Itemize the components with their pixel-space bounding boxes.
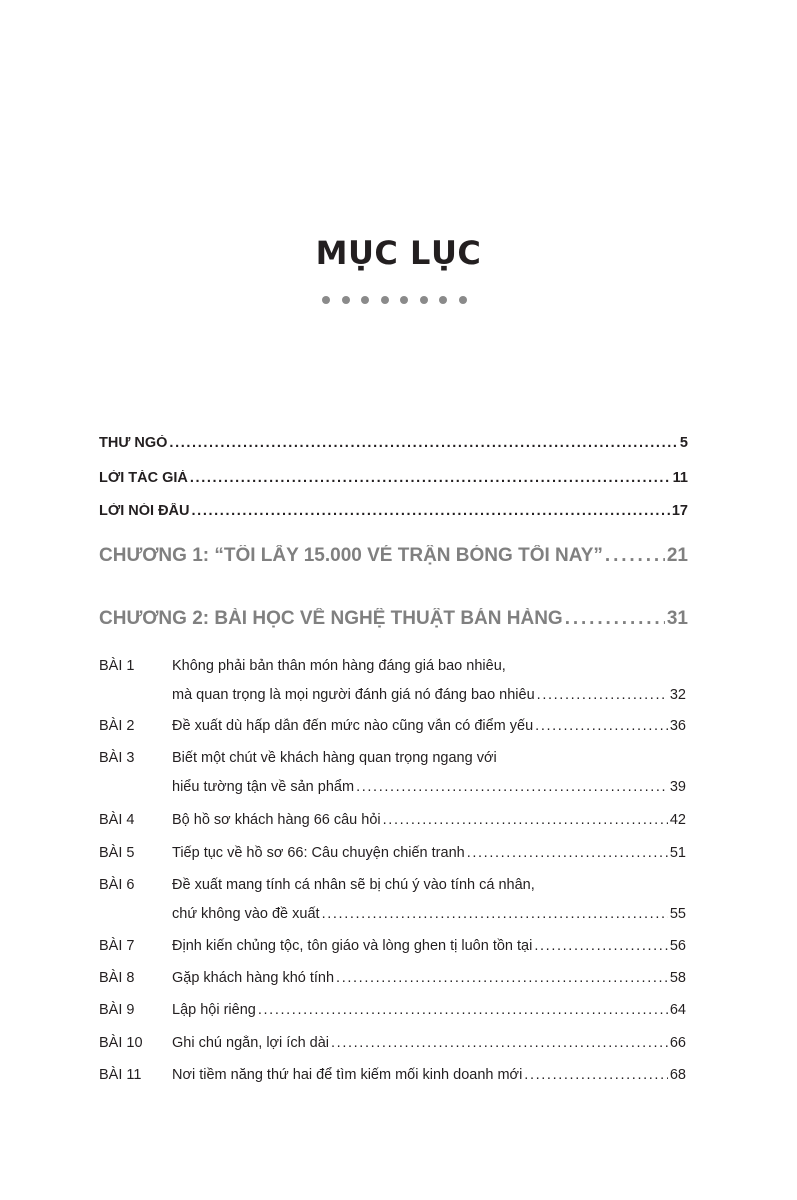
lesson-title-line1: Không phải bản thân món hàng đáng giá bao nhiêu, [172, 658, 506, 674]
toc-entry-page: 17 [671, 503, 688, 519]
dot-leader [537, 687, 668, 703]
lesson-page: 64 [669, 1002, 686, 1018]
lesson-entry [172, 779, 686, 795]
dot-leader [336, 970, 668, 986]
dot [342, 296, 350, 304]
lesson-number: BÀI 8 [99, 970, 135, 986]
lesson-page: 42 [669, 812, 686, 828]
lesson-page: 55 [669, 906, 686, 922]
dot-leader [258, 1002, 668, 1018]
lesson-page: 51 [669, 845, 686, 861]
lesson-number: BÀI 11 [99, 1067, 142, 1083]
lesson-entry [172, 687, 686, 703]
lesson-entry [172, 718, 686, 734]
toc-entry-page: 5 [679, 435, 688, 451]
dot [400, 296, 408, 304]
dot [420, 296, 428, 304]
lesson-page: 39 [669, 779, 686, 795]
lesson-title: Nơi tiềm năng thứ hai để tìm kiếm mối kinh doanh mới [172, 1067, 523, 1083]
toc-entry-loi-tac-gia [99, 470, 688, 486]
lesson-title-line1: Đề xuất mang tính cá nhân sẽ bị chú ý vào tính cá nhân, [172, 877, 535, 893]
lesson-entry [172, 906, 686, 922]
lesson-title: chứ không vào đề xuất [172, 906, 320, 922]
lesson-page: 56 [669, 938, 686, 954]
dot [439, 296, 447, 304]
chapter-label: CHƯƠNG 2: BÀI HỌC VỀ NGHỆ THUẬT BÁN HÀNG [99, 608, 563, 629]
lesson-number: BÀI 10 [99, 1035, 143, 1051]
lesson-title: Bộ hồ sơ khách hàng 66 câu hỏi [172, 812, 381, 828]
dot-leader [383, 812, 668, 828]
lesson-page: 36 [669, 718, 686, 734]
lesson-title: hiểu tường tận về sản phẩm [172, 779, 355, 795]
chapter-page: 21 [666, 545, 688, 566]
toc-entry-thu-ngo [99, 435, 688, 451]
lesson-entry [172, 845, 686, 861]
lesson-number: BÀI 1 [99, 658, 135, 674]
dot [381, 296, 389, 304]
chapter-label: CHƯƠNG 1: “TÔI LẤY 15.000 VÉ TRẬN BÓNG TỐI NAY” [99, 545, 603, 566]
toc-chapter-2 [99, 608, 688, 630]
lesson-title-line1: Biết một chút về khách hàng quan trọng ngang với [172, 750, 497, 766]
dot-leader [535, 718, 668, 734]
page-title: MỤC LỤC [315, 234, 482, 272]
dot-leader [192, 503, 670, 519]
chapter-page: 31 [666, 608, 688, 629]
lesson-number: BÀI 7 [99, 938, 135, 954]
lesson-title: Ghi chú ngắn, lợi ích dài [172, 1035, 330, 1051]
dot-leader [169, 435, 678, 451]
toc-chapter-1 [99, 545, 688, 567]
lesson-title: mà quan trọng là mọi người đánh giá nó đáng bao nhiêu [172, 687, 535, 703]
lesson-number: BÀI 5 [99, 845, 135, 861]
lesson-number: BÀI 3 [99, 750, 135, 766]
lesson-page: 68 [669, 1067, 686, 1083]
toc-entry-label: THƯ NGỎ [99, 435, 168, 451]
lesson-entry [172, 938, 686, 954]
dot-leader [356, 779, 668, 795]
dot [459, 296, 467, 304]
dot-leader [534, 938, 668, 954]
lesson-title: Tiếp tục về hồ sơ 66: Câu chuyện chiến tranh [172, 845, 465, 861]
toc-entry-label: LỜI TÁC GIẢ [99, 470, 188, 486]
lesson-entry [172, 1035, 686, 1051]
toc-entry-label: LỜI NÓI ĐẦU [99, 503, 190, 519]
lesson-number: BÀI 9 [99, 1002, 135, 1018]
dot-leader [190, 470, 671, 486]
title-dots-divider [322, 295, 467, 305]
lesson-title: Đề xuất dù hấp dẫn đến mức nào cũng vẫn có điểm yếu [172, 718, 534, 734]
lesson-entry [172, 812, 686, 828]
dot [322, 296, 330, 304]
dot-leader [524, 1067, 668, 1083]
lesson-entry [172, 970, 686, 986]
dot-leader [467, 845, 668, 861]
lesson-page: 58 [669, 970, 686, 986]
dot-leader [605, 545, 665, 567]
lesson-title: Gặp khách hàng khó tính [172, 970, 335, 986]
lesson-entry [172, 1002, 686, 1018]
lesson-number: BÀI 6 [99, 877, 135, 893]
dot-leader [322, 906, 668, 922]
lesson-title: Định kiến chủng tộc, tôn giáo và lòng ghen tị luôn tồn tại [172, 938, 533, 954]
lesson-entry [172, 1067, 686, 1083]
dot-leader [331, 1035, 668, 1051]
lesson-number: BÀI 2 [99, 718, 135, 734]
dot [361, 296, 369, 304]
lesson-number: BÀI 4 [99, 812, 135, 828]
lesson-page: 66 [669, 1035, 686, 1051]
dot-leader [565, 608, 665, 630]
lesson-title: Lập hội riêng [172, 1002, 256, 1018]
lesson-page: 32 [669, 687, 686, 703]
toc-entry-page: 11 [672, 470, 688, 486]
toc-entry-loi-noi-dau [99, 503, 688, 519]
